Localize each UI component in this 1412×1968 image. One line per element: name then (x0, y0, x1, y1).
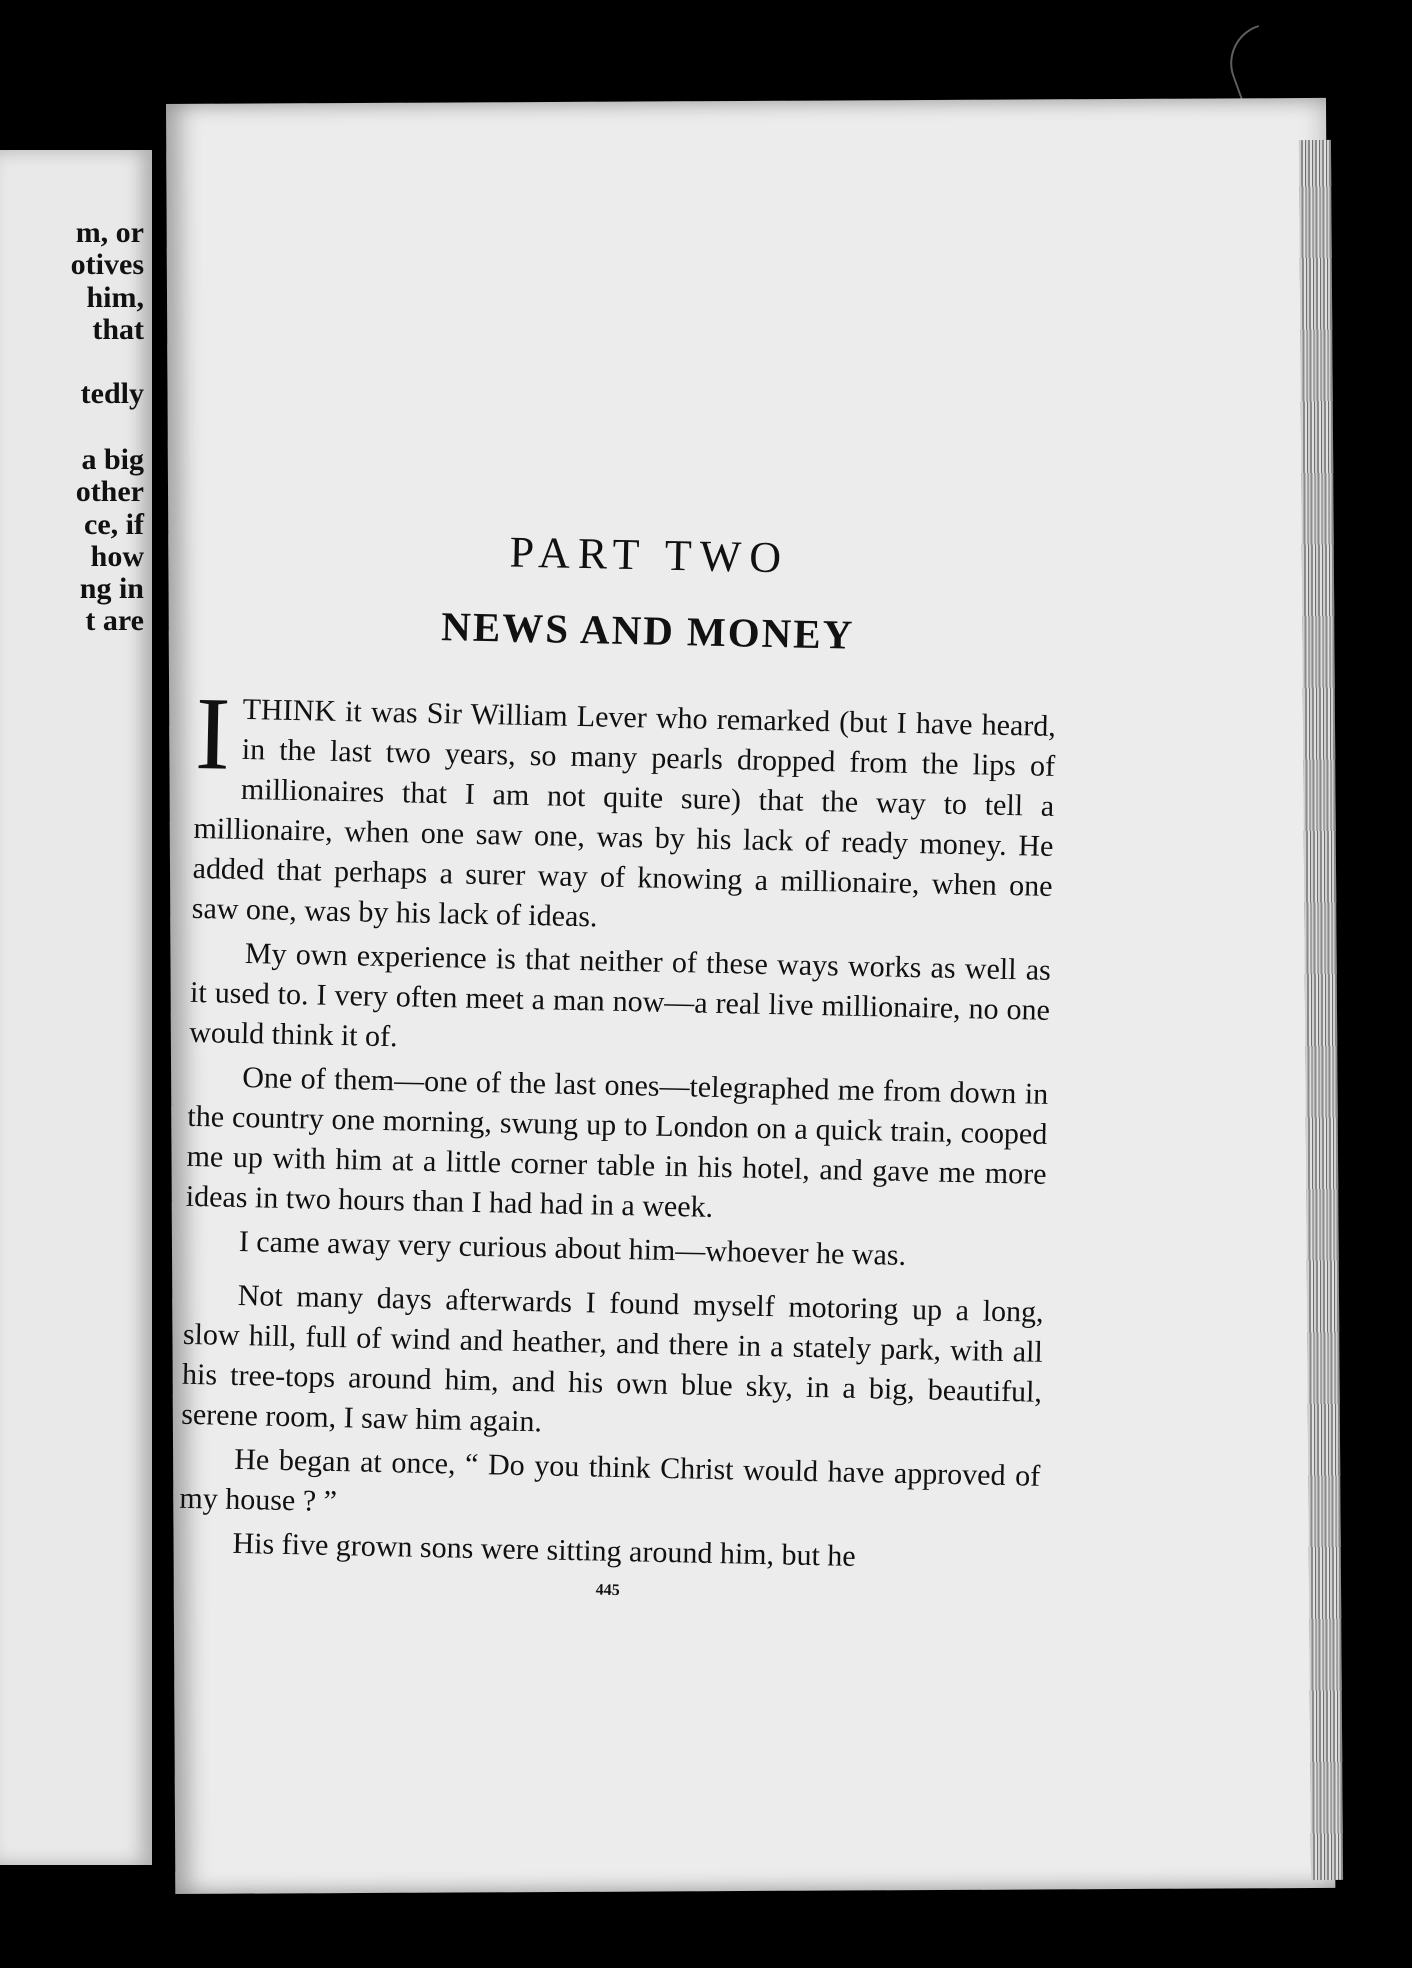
left-page-line: otives (70, 248, 144, 281)
left-page-line: other (75, 475, 144, 508)
book-gutter (152, 110, 166, 1870)
part-heading: PART TWO (509, 527, 790, 583)
left-page-line: ce, if (84, 508, 144, 541)
paragraph: My own experience is that neither of these ways works as well as it used to. I very often meet a man now—a real live millionaire, no one would think it of. (188, 937, 1052, 1054)
left-facing-page (0, 150, 152, 1865)
left-page-line: a big (81, 443, 144, 476)
left-page-line: him, (86, 281, 144, 314)
chapter-heading: NEWS AND MONEY (440, 603, 855, 658)
page-text-block (178, 520, 1060, 1609)
paragraph: Not many days afterwards I found myself motoring up a long, slow hill, full of wind and heather, and there in a stately park, with all his tree-tops around him, and his own blue sky, in a big, beautiful, serene room, I saw him again. (180, 1278, 1044, 1439)
left-page-line: tedly (80, 377, 144, 410)
paragraph: He began at once, “ Do you think Christ would have approved of my house ? ” (179, 1442, 1041, 1519)
page-number: 445 (595, 1581, 620, 1600)
left-page-line: m, or (75, 216, 144, 249)
paragraph: One of them—one of the last ones—telegraphed me from down in the country one morning, swung up to London on a quick train, cooped me up with him at a little corner table in his hotel, and gave me more ideas in two hours than I had had in a week. (185, 1061, 1049, 1224)
left-page-line: t are (85, 604, 144, 637)
paragraph: I came away very curious about him—whoever he was. (238, 1224, 907, 1272)
paragraph: His five grown sons were sitting around him, but he (232, 1526, 857, 1573)
paragraph-text: THINK it was Sir William Lever who remarked (but I have heard, in the last two years, so many pearls dropped from the lips of millionaires that I am not quite sure) that the way to tell a millionaire, when one saw one, was by his lack of ready money. He added that perhaps a surer way of knowing a millionaire, when one saw one, was by his lack of ideas. (191, 692, 1057, 934)
left-page-line: that (92, 313, 144, 346)
left-page-line: how (90, 540, 144, 573)
opening-paragraph (191, 675, 1057, 947)
drop-cap: I (194, 675, 232, 792)
left-page-line: ng in (79, 572, 144, 605)
scan-corner-mark (1219, 25, 1283, 107)
